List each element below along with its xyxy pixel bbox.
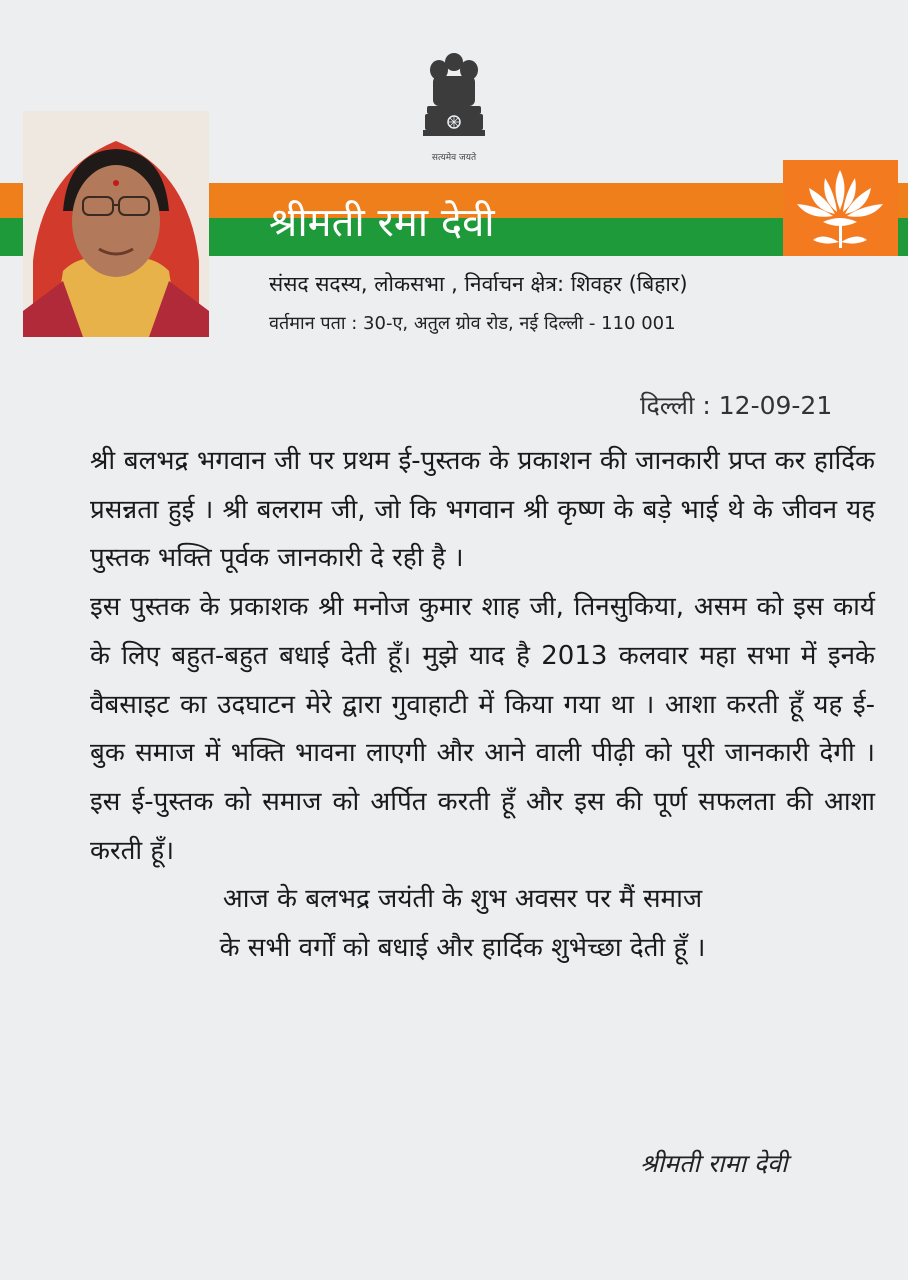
closing-line-2: के सभी वर्गों को बधाई और हार्दिक शुभेच्छा देती हूँ । [219, 933, 706, 964]
ashoka-emblem-icon [419, 48, 489, 148]
lotus-icon [783, 160, 898, 256]
paragraph-2: इस पुस्तक के प्रकाशक श्री मनोज कुमार शाह जी, तिनसुकिया, असम को इस कार्य के लिए बहुत-बहुत बधाई देती हूँ। मुझे याद है 2013 कलवार महा सभा में इनके वैबसाइट का उदघाटन मेरे द्वारा गुवाहाटी में किया गया था । आशा करती हूँ यह ई-बुक समाज में भक्ति भावना लाएगी और आने वाली पीढ़ी को पूरी जानकारी देगी ।इस ई-पुस्तक को समाज को अर्पित करती हूँ और इस की पूर्ण सफलता की आशा करती हूँ। [90, 592, 875, 866]
member-name: श्रीमती रमा देवी [269, 200, 495, 246]
party-logo [783, 160, 898, 256]
designation: संसद सदस्य, लोकसभा , निर्वाचन क्षेत्र: शिवहर (बिहार) [269, 272, 688, 296]
paragraph-1: श्री बलभद्र भगवान जी पर प्रथम ई-पुस्तक के प्रकाशन की जानकारी प्रप्त कर हार्दिक प्रसन्नता हुई । श्री बलराम जी, जो कि भगवान श्री कृष्ण के बड़े भाई थे के जीवन यह पुस्तक भक्ति पूर्वक जानकारी दे रही है । [90, 446, 875, 574]
signature: श्रीमती रामा देवी [640, 1149, 788, 1178]
closing-line-1: आज के बलभद्र जयंती के शुभ अवसर पर मैं समाज [222, 884, 703, 915]
letter-body [90, 437, 875, 973]
national-emblem [414, 48, 494, 168]
letter-date: दिल्ली : 12-09-21 [640, 391, 833, 420]
address: वर्तमान पता : 30-ए, अतुल ग्रोव रोड, नई दिल्ली - 110 001 [269, 313, 676, 334]
emblem-motto: सत्यमेव जयते [431, 153, 477, 163]
portrait-photo [23, 111, 209, 337]
